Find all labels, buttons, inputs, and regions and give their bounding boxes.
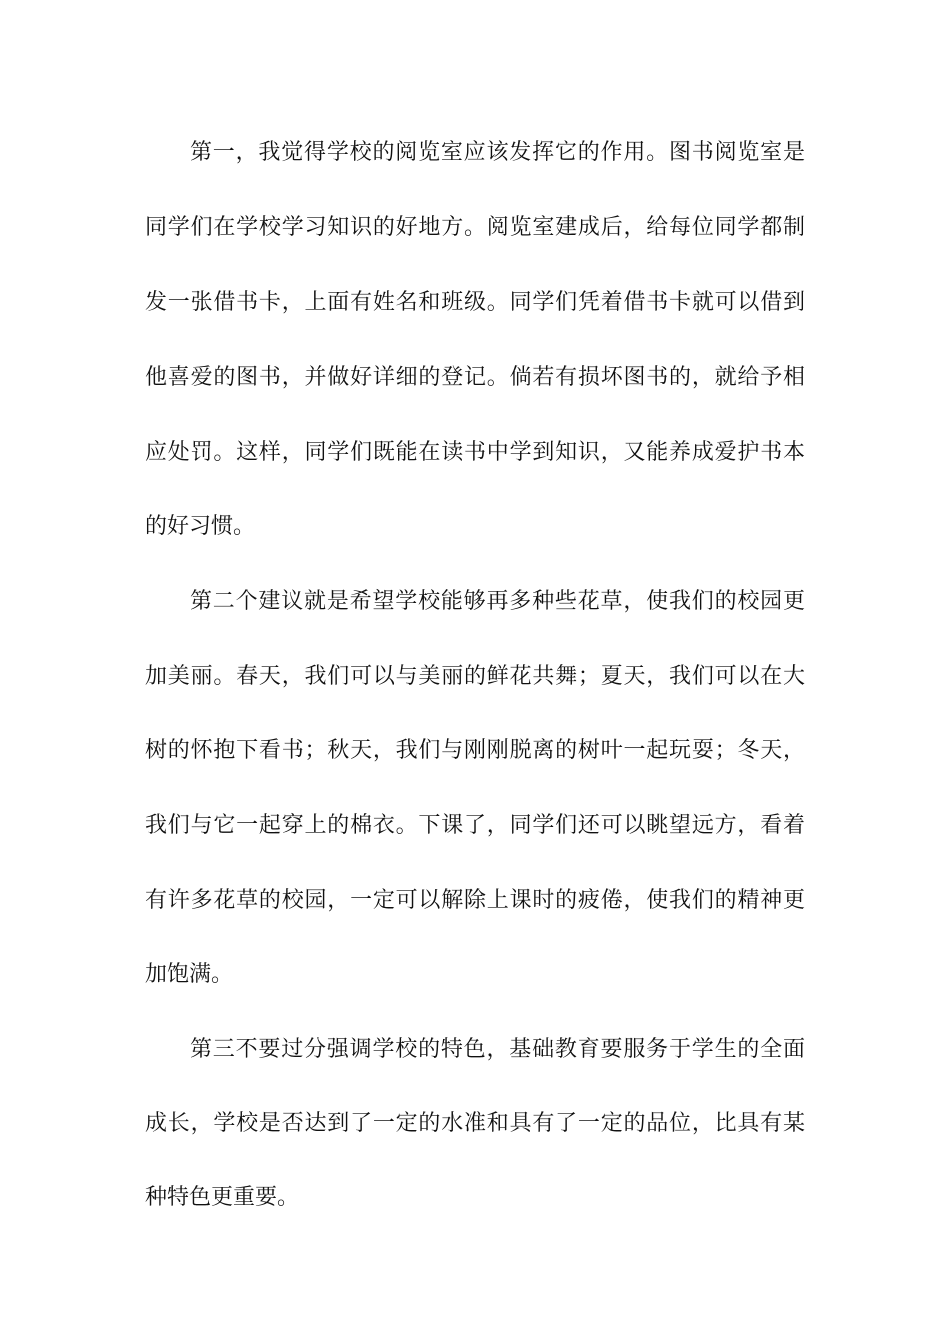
paragraph-2-line-1: 第二个建议就是希望学校能够再多种些花草，使我们的校园更	[190, 589, 805, 614]
paragraph-2-line-2: 加美丽。春天，我们可以与美丽的鲜花共舞；夏天，我们可以在大	[145, 664, 805, 689]
paragraph-2-line-6: 加饱满。	[145, 962, 234, 987]
paragraph-3-line-1: 第三不要过分强调学校的特色，基础教育要服务于学生的全面	[190, 1037, 805, 1062]
paragraph-1-line-3: 发一张借书卡，上面有姓名和班级。同学们凭着借书卡就可以借到	[145, 290, 805, 315]
paragraph-1-line-4: 他喜爱的图书，并做好详细的登记。倘若有损坏图书的，就给予相	[145, 365, 805, 390]
paragraph-2-line-3: 树的怀抱下看书；秋天，我们与刚刚脱离的树叶一起玩耍；冬天，	[145, 738, 805, 763]
paragraph-1-line-1: 第一，我觉得学校的阅览室应该发挥它的作用。图书阅览室是	[190, 140, 805, 165]
paragraph-1-line-6: 的好习惯。	[145, 514, 256, 539]
paragraph-3-line-3: 种特色更重要。	[145, 1185, 300, 1210]
paragraph-2-line-4: 我们与它一起穿上的棉衣。下课了，同学们还可以眺望远方，看着	[145, 813, 805, 838]
paragraph-2-line-5: 有许多花草的校园，一定可以解除上课时的疲倦，使我们的精神更	[145, 888, 805, 913]
paragraph-3-line-2: 成长，学校是否达到了一定的水准和具有了一定的品位，比具有某	[145, 1111, 805, 1136]
paragraph-1-line-5: 应处罚。这样，同学们既能在读书中学到知识，又能养成爱护书本	[145, 440, 805, 465]
paragraph-1-line-2: 同学们在学校学习知识的好地方。阅览室建成后，给每位同学都制	[145, 215, 805, 240]
